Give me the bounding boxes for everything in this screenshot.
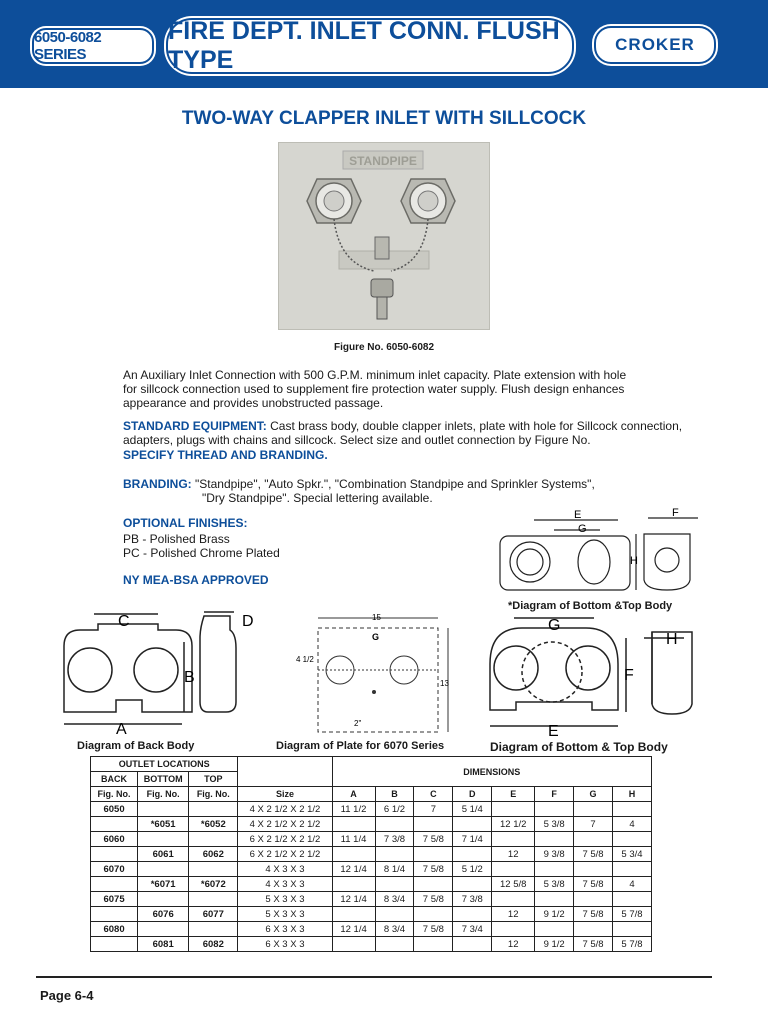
cell-c: 7 5/8 (414, 832, 453, 847)
plate-diagram (296, 608, 456, 738)
table-row (91, 847, 652, 862)
cell-c (414, 847, 453, 862)
cell-h (612, 832, 651, 847)
cell-e: 12 1/2 (492, 817, 535, 832)
table-row (91, 907, 652, 922)
cell-e: 12 5/8 (492, 877, 535, 892)
table-row (91, 892, 652, 907)
cell-back: 6050 (91, 802, 138, 817)
top-body-diagram (494, 506, 708, 598)
cell-bottom: 6061 (138, 847, 189, 862)
cell-g (574, 832, 613, 847)
col-b: B (375, 787, 414, 802)
cell-top (189, 802, 238, 817)
svg-text:2": 2" (354, 719, 362, 728)
cell-a (332, 907, 375, 922)
branding (123, 477, 653, 505)
page-number: Page 6-4 (40, 988, 94, 1003)
cell-b: 8 3/4 (375, 892, 414, 907)
table-row (91, 862, 652, 877)
product-photo (278, 142, 490, 330)
col-e: E (492, 787, 535, 802)
back-body-diagram (58, 606, 274, 736)
cell-bottom (138, 802, 189, 817)
cell-top: *6052 (189, 817, 238, 832)
cell-back (91, 817, 138, 832)
description-paragraph: An Auxiliary Inlet Connection with 500 G.P.M. minimum inlet capacity. Plate extension with hole for sillcock connection used to supplement fire protection water supply. Flush design enhances appearance and provides unobstructed passage. (123, 368, 627, 410)
dimensions-table-body (91, 802, 652, 952)
cell-back: 6070 (91, 862, 138, 877)
col-top: TOP (189, 772, 238, 787)
cell-top: 6077 (189, 907, 238, 922)
svg-text:G: G (548, 617, 561, 634)
cell-bottom (138, 862, 189, 877)
cell-bottom: *6051 (138, 817, 189, 832)
cell-top (189, 922, 238, 937)
cell-size: 5 X 3 X 3 (238, 907, 332, 922)
cell-d: 7 1/4 (453, 832, 492, 847)
cell-g: 7 5/8 (574, 877, 613, 892)
cell-d: 5 1/2 (453, 862, 492, 877)
cell-h (612, 922, 651, 937)
cell-d (453, 937, 492, 952)
cell-h: 5 7/8 (612, 907, 651, 922)
cell-a: 12 1/4 (332, 892, 375, 907)
cell-c: 7 (414, 802, 453, 817)
col-c: C (414, 787, 453, 802)
col-f: F (535, 787, 574, 802)
cell-d: 7 3/4 (453, 922, 492, 937)
cell-f: 5 3/8 (535, 817, 574, 832)
outlet-locations-header: OUTLET LOCATIONS (91, 757, 238, 772)
svg-text:13: 13 (440, 679, 449, 688)
cell-d (453, 907, 492, 922)
footer-rule (36, 976, 712, 978)
bottom-top-body-diagram (484, 608, 704, 738)
cell-e (492, 862, 535, 877)
svg-text:F: F (624, 667, 634, 684)
cell-f: 9 3/8 (535, 847, 574, 862)
croker-logo: CROKER (594, 26, 716, 64)
cell-bottom (138, 892, 189, 907)
svg-text:A: A (116, 721, 127, 736)
cell-size: 4 X 2 1/2 X 2 1/2 (238, 802, 332, 817)
cell-f: 5 3/8 (535, 877, 574, 892)
col-back-fig: Fig. No. (91, 787, 138, 802)
cell-a: 12 1/4 (332, 862, 375, 877)
cell-back (91, 877, 138, 892)
col-bottom: BOTTOM (138, 772, 189, 787)
cell-d: 5 1/4 (453, 802, 492, 817)
table-row (91, 937, 652, 952)
cell-e: 12 (492, 937, 535, 952)
cell-e (492, 892, 535, 907)
size-group-spacer (238, 757, 332, 787)
cell-bottom: 6076 (138, 907, 189, 922)
cell-h (612, 862, 651, 877)
cell-c (414, 937, 453, 952)
svg-text:G: G (372, 632, 380, 642)
cell-g (574, 922, 613, 937)
branding-label: BRANDING: (123, 477, 192, 491)
svg-text:E: E (548, 723, 559, 738)
cell-f (535, 802, 574, 817)
cell-top (189, 892, 238, 907)
cell-size: 4 X 3 X 3 (238, 877, 332, 892)
svg-text:E: E (574, 509, 582, 521)
cell-size: 6 X 2 1/2 X 2 1/2 (238, 847, 332, 862)
cell-top: *6072 (189, 877, 238, 892)
cell-g: 7 5/8 (574, 847, 613, 862)
cell-a: 11 1/4 (332, 832, 375, 847)
specify-note: SPECIFY THREAD AND BRANDING. (123, 448, 328, 462)
cell-size: 4 X 3 X 3 (238, 862, 332, 877)
cell-b: 8 1/4 (375, 862, 414, 877)
cell-f (535, 922, 574, 937)
svg-text:C: C (118, 613, 130, 630)
cell-h (612, 802, 651, 817)
cell-f: 9 1/2 (535, 937, 574, 952)
cell-back: 6060 (91, 832, 138, 847)
back-body-caption: Diagram of Back Body (77, 740, 195, 752)
cell-size: 4 X 2 1/2 X 2 1/2 (238, 817, 332, 832)
cell-top (189, 862, 238, 877)
cell-bottom: 6081 (138, 937, 189, 952)
cell-d (453, 877, 492, 892)
cell-bottom (138, 832, 189, 847)
page-header (0, 0, 768, 88)
cell-top: 6082 (189, 937, 238, 952)
cell-back: 6075 (91, 892, 138, 907)
optional-finishes-label: OPTIONAL FINISHES: (123, 516, 248, 530)
cell-c: 7 5/8 (414, 892, 453, 907)
cell-h: 5 3/4 (612, 847, 651, 862)
cell-e: 12 (492, 847, 535, 862)
cell-h: 4 (612, 877, 651, 892)
cell-d: 7 3/8 (453, 892, 492, 907)
bottom-top-body-caption: Diagram of Bottom & Top Body (490, 740, 668, 754)
svg-text:15: 15 (372, 613, 381, 622)
table-row (91, 817, 652, 832)
cell-c (414, 817, 453, 832)
cell-h: 4 (612, 817, 651, 832)
cell-size: 6 X 3 X 3 (238, 922, 332, 937)
cell-f: 9 1/2 (535, 907, 574, 922)
cell-back (91, 847, 138, 862)
svg-text:H: H (666, 631, 678, 648)
cell-a (332, 937, 375, 952)
finish-pc: PC - Polished Chrome Plated (123, 546, 280, 560)
cell-h: 5 7/8 (612, 937, 651, 952)
cell-b (375, 937, 414, 952)
svg-text:H: H (630, 555, 638, 567)
cell-a: 11 1/2 (332, 802, 375, 817)
branding-line-2: "Dry Standpipe". Special lettering available. (202, 491, 433, 505)
svg-text:D: D (242, 613, 254, 630)
col-a: A (332, 787, 375, 802)
series-badge: 6050-6082 SERIES (32, 28, 154, 64)
cell-b (375, 847, 414, 862)
cell-b: 8 3/4 (375, 922, 414, 937)
cell-b (375, 907, 414, 922)
figure-number: Figure No. 6050-6082 (333, 342, 435, 353)
dimensions-table (90, 756, 652, 952)
table-row (91, 802, 652, 817)
cell-c (414, 877, 453, 892)
plate-lettering: STANDPIPE (349, 154, 417, 168)
document-title: TWO-WAY CLAPPER INLET WITH SILLCOCK (181, 108, 587, 129)
inlet-photo-illustration (279, 143, 489, 329)
branding-line-1: "Standpipe", "Auto Spkr.", "Combination Standpipe and Sprinkler Systems", (191, 477, 595, 491)
cell-e (492, 802, 535, 817)
cell-back: 6080 (91, 922, 138, 937)
cell-d (453, 847, 492, 862)
table-row (91, 832, 652, 847)
col-top-fig: Fig. No. (189, 787, 238, 802)
svg-text:G: G (578, 523, 587, 535)
cell-a: 12 1/4 (332, 922, 375, 937)
cell-a (332, 877, 375, 892)
cell-bottom: *6071 (138, 877, 189, 892)
cell-size: 6 X 3 X 3 (238, 937, 332, 952)
cell-back (91, 937, 138, 952)
cell-b (375, 817, 414, 832)
cell-size: 6 X 2 1/2 X 2 1/2 (238, 832, 332, 847)
finish-pb: PB - Polished Brass (123, 532, 230, 546)
dimensions-header: DIMENSIONS (332, 757, 651, 787)
cell-back (91, 907, 138, 922)
cell-f (535, 892, 574, 907)
cell-f (535, 832, 574, 847)
cell-e: 12 (492, 907, 535, 922)
cell-c: 7 5/8 (414, 862, 453, 877)
cell-g (574, 862, 613, 877)
cell-g: 7 5/8 (574, 937, 613, 952)
svg-text:F: F (672, 507, 679, 519)
col-g: G (574, 787, 613, 802)
cell-top (189, 832, 238, 847)
cell-size: 5 X 3 X 3 (238, 892, 332, 907)
svg-text:4 1/2: 4 1/2 (296, 655, 314, 664)
standard-equipment-text: Cast brass body, double clapper inlets, plate with hole for Sillcock connection, adapters, plugs with chains and sillcock. Select size and outlet connection by Figure No. (123, 419, 683, 447)
cell-g: 7 5/8 (574, 907, 613, 922)
table-row (91, 922, 652, 937)
cell-top: 6062 (189, 847, 238, 862)
header-title: FIRE DEPT. INLET CONN. FLUSH TYPE (166, 18, 574, 74)
col-bottom-fig: Fig. No. (138, 787, 189, 802)
cell-bottom (138, 922, 189, 937)
cell-f (535, 862, 574, 877)
cell-e (492, 832, 535, 847)
cell-a (332, 817, 375, 832)
cell-b: 7 3/8 (375, 832, 414, 847)
cell-c: 7 5/8 (414, 922, 453, 937)
cell-c (414, 907, 453, 922)
cell-h (612, 892, 651, 907)
cell-d (453, 817, 492, 832)
cell-g: 7 (574, 817, 613, 832)
col-back: BACK (91, 772, 138, 787)
top-body-caption: *Diagram of Bottom &Top Body (508, 600, 673, 612)
svg-text:B: B (184, 669, 195, 686)
cell-a (332, 847, 375, 862)
col-d: D (453, 787, 492, 802)
cell-g (574, 892, 613, 907)
cell-e (492, 922, 535, 937)
cell-b (375, 877, 414, 892)
approval-note: NY MEA-BSA APPROVED (123, 573, 269, 587)
table-row (91, 877, 652, 892)
cell-b: 6 1/2 (375, 802, 414, 817)
standard-equipment-label: STANDARD EQUIPMENT: (123, 419, 267, 433)
plate-caption: Diagram of Plate for 6070 Series (276, 740, 445, 752)
cell-g (574, 802, 613, 817)
col-h: H (612, 787, 651, 802)
standard-equipment (123, 419, 703, 447)
col-size: Size (238, 787, 332, 802)
